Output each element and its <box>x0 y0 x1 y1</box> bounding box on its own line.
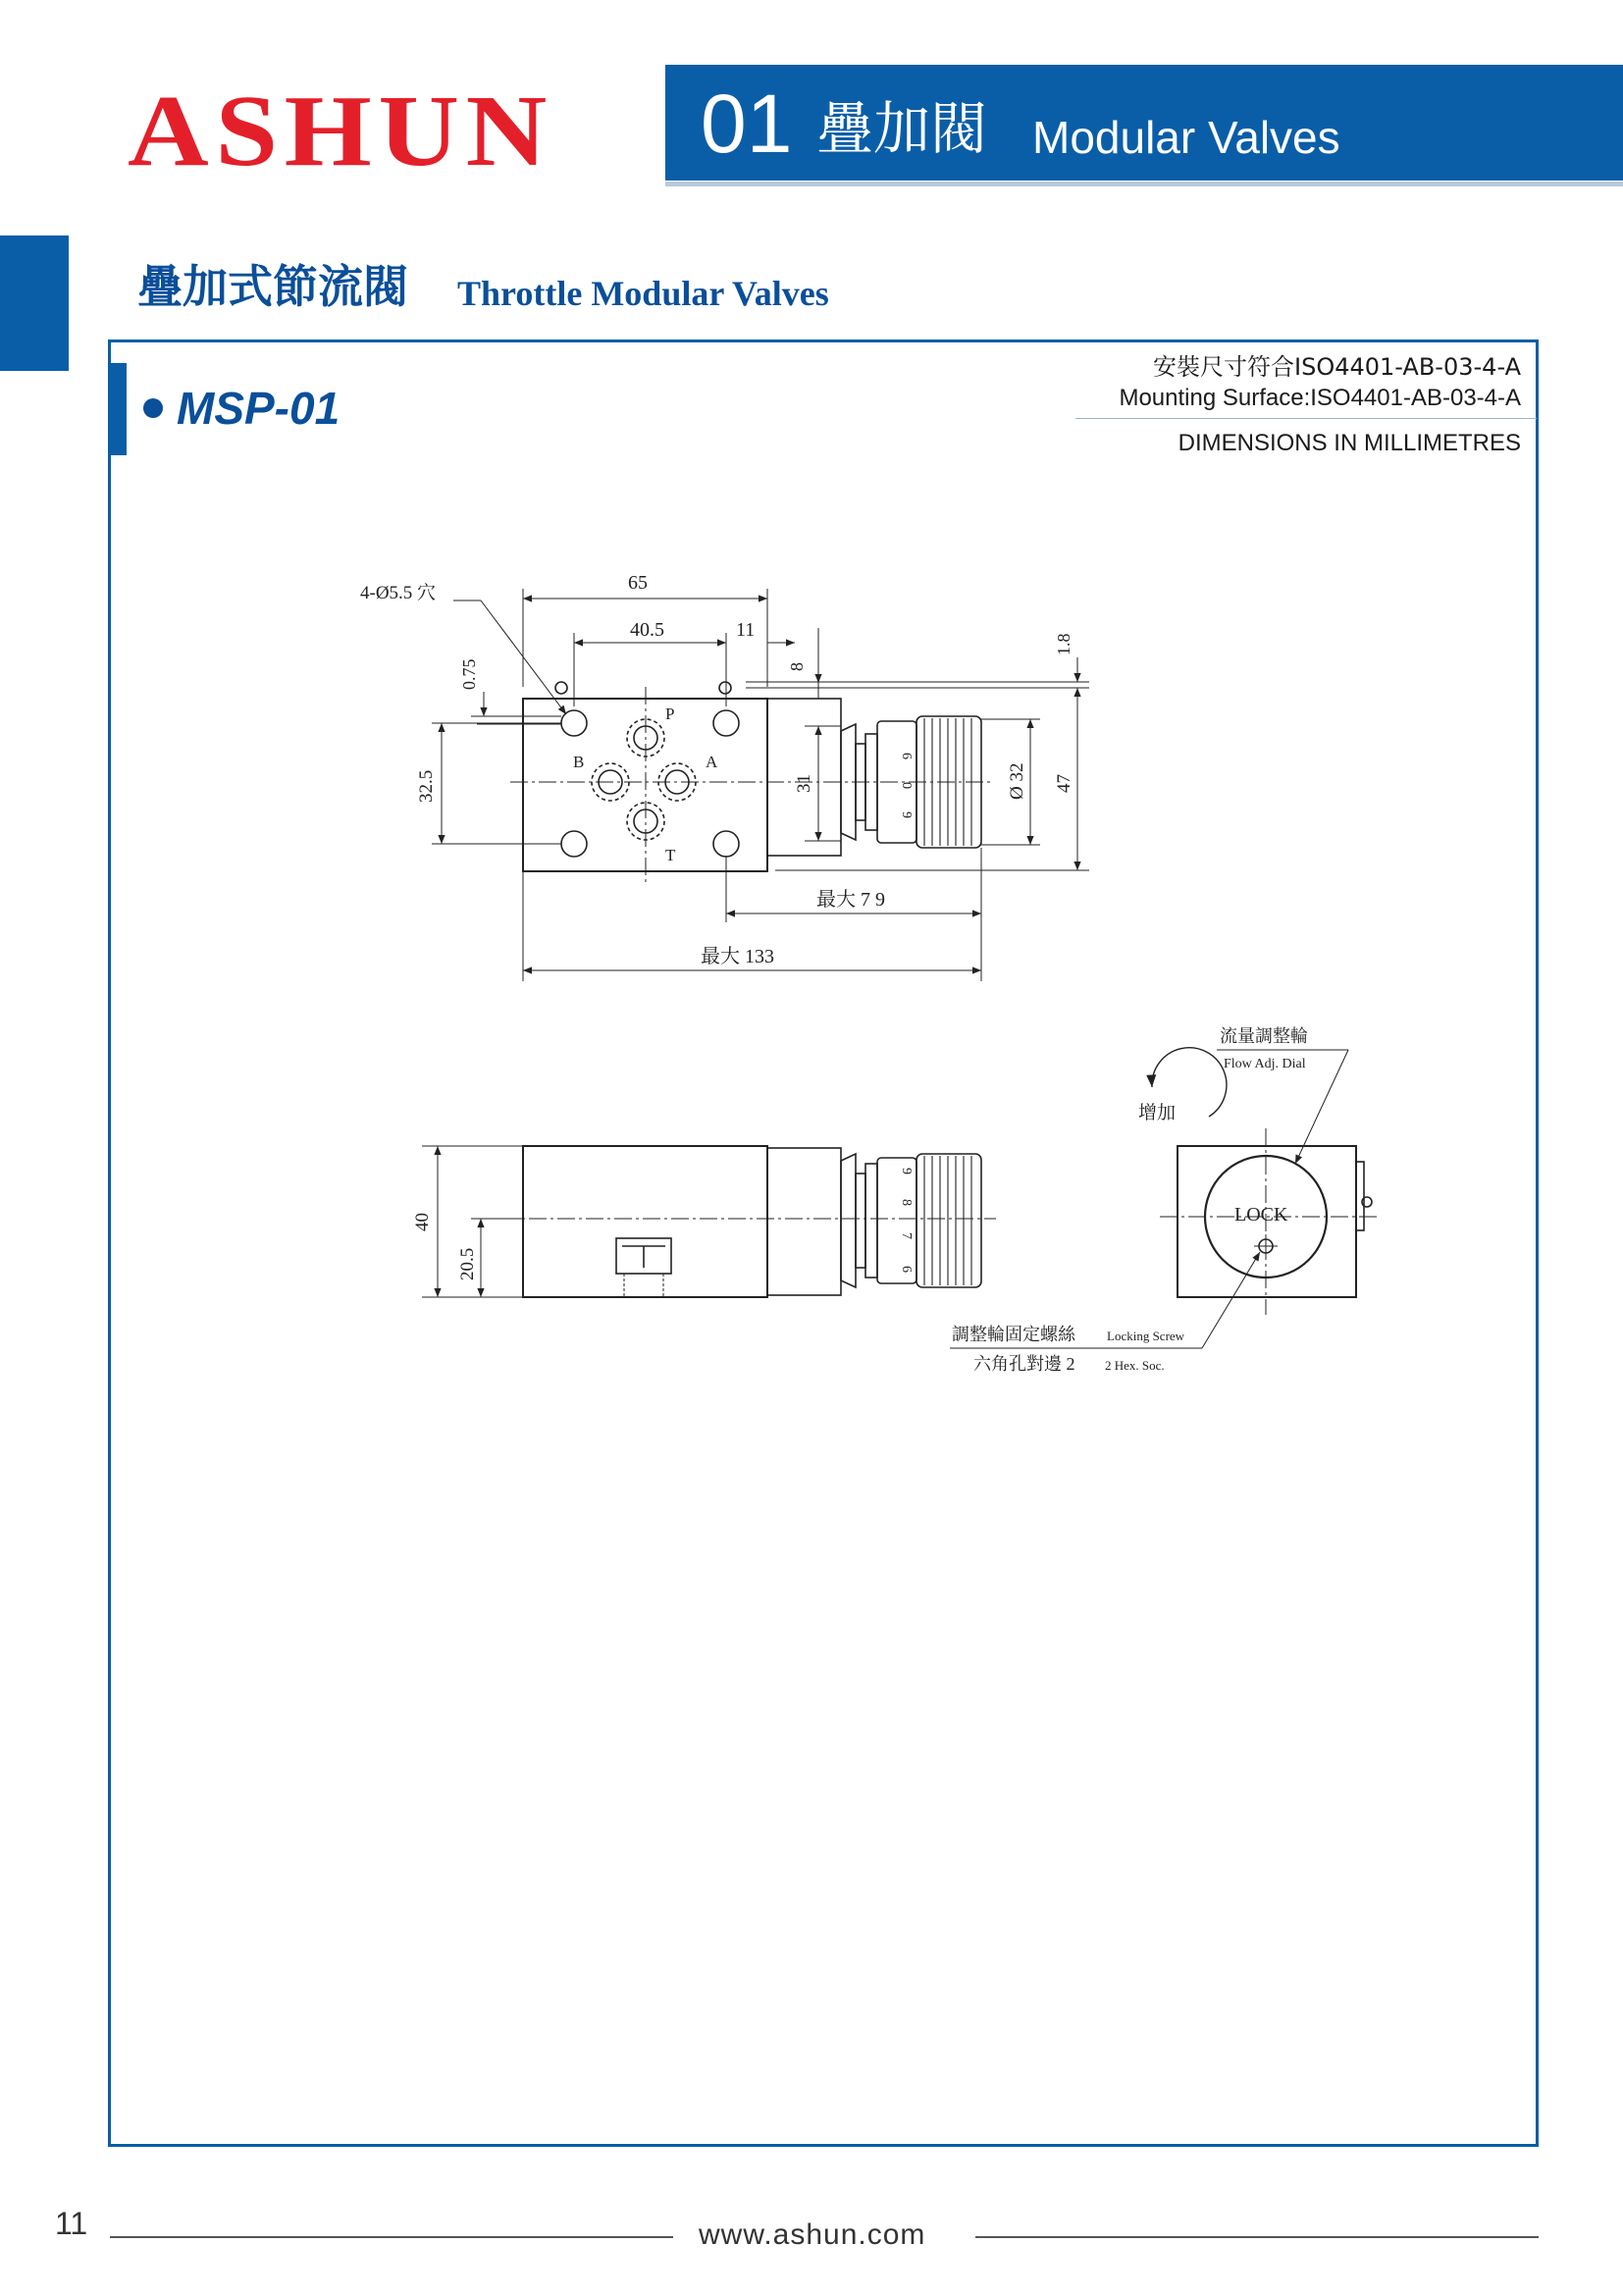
product-title-en: Throttle Modular Valves <box>457 274 829 313</box>
mounting-spec-en: Mounting Surface:ISO4401-AB-03-4-A <box>1119 385 1521 411</box>
dim-dia-32: Ø 32 <box>1007 762 1027 800</box>
hex-socket-label-en: 2 Hex. Soc. <box>1105 1358 1165 1373</box>
holes-callout: 4-Ø5.5 穴 <box>360 583 437 603</box>
increase-label: 增加 <box>1138 1103 1177 1123</box>
tank-symbol <box>616 1238 671 1297</box>
port-b-label: B <box>573 753 585 771</box>
spec-divider <box>1075 418 1537 419</box>
dial-digit: 7 <box>899 1232 914 1239</box>
mounting-hole <box>713 831 739 857</box>
section-number: 01 <box>701 78 793 170</box>
dim-47: 47 <box>1054 774 1074 793</box>
header-divider <box>665 182 1623 186</box>
dim-max-133: 最大 133 <box>701 946 774 967</box>
mounting-hole <box>561 831 587 857</box>
dim-11: 11 <box>736 619 756 641</box>
locking-screw-label-zh: 調整輪固定螺絲 <box>952 1325 1075 1344</box>
dim-65: 65 <box>628 572 648 594</box>
section-title-zh: 疊加閥 <box>816 95 988 162</box>
side-view <box>412 1146 996 1297</box>
dial-digit: 6 <box>899 753 914 759</box>
top-view <box>360 572 1089 981</box>
port-p-label: P <box>665 704 675 723</box>
locking-screw-label-en: Locking Screw <box>1107 1329 1185 1343</box>
end-view <box>950 1026 1380 1374</box>
hex-socket-label-zh: 六角孔對邊 2 <box>973 1354 1075 1374</box>
dial-digit: 8 <box>899 1199 914 1206</box>
dim-max-79: 最大 7 9 <box>816 889 885 911</box>
footer-rule-right <box>975 2236 1539 2238</box>
flow-dial-label-zh: 流量調整輪 <box>1220 1026 1308 1046</box>
model-label-bar <box>111 363 127 455</box>
page-number: 11 <box>55 2206 88 2241</box>
website-url: www.ashun.com <box>699 2218 926 2251</box>
dial-digit: 0 <box>899 782 914 789</box>
dim-8: 8 <box>787 662 807 671</box>
mounting-hole <box>713 710 739 736</box>
lock-label: LOCK <box>1234 1204 1288 1226</box>
mounting-hole <box>561 710 587 736</box>
technical-drawing <box>334 549 1393 1393</box>
ashun-logo <box>126 86 557 173</box>
side-tab-marker <box>0 235 69 371</box>
port-t-label: T <box>665 846 676 864</box>
dial-digit: 6 <box>899 1266 914 1273</box>
section-title-en: Modular Valves <box>1032 112 1340 163</box>
units-note: DIMENSIONS IN MILLIMETRES <box>1178 430 1521 456</box>
footer-rule-left <box>110 2236 673 2238</box>
dim-1-8: 1.8 <box>1054 633 1073 655</box>
port-a-label: A <box>706 753 718 771</box>
product-title-zh: 疊加式節流閥 <box>137 260 408 313</box>
dim-40: 40 <box>412 1213 433 1231</box>
logo-text: ASHUN <box>128 86 553 173</box>
dial-digit: 9 <box>899 1168 914 1174</box>
dial-digit: 9 <box>899 811 914 818</box>
dim-40-5: 40.5 <box>630 619 664 641</box>
bullet-icon <box>143 398 163 418</box>
dim-31: 31 <box>794 774 814 793</box>
dim-20-5: 20.5 <box>457 1247 478 1280</box>
model-name: MSP-01 <box>177 383 340 434</box>
dim-32-5: 32.5 <box>416 769 437 803</box>
dim-0-75: 0.75 <box>459 658 479 690</box>
mounting-spec-zh: 安裝尺寸符合ISO4401-AB-03-4-A <box>1153 353 1521 381</box>
flow-dial-label-en: Flow Adj. Dial <box>1224 1057 1306 1071</box>
